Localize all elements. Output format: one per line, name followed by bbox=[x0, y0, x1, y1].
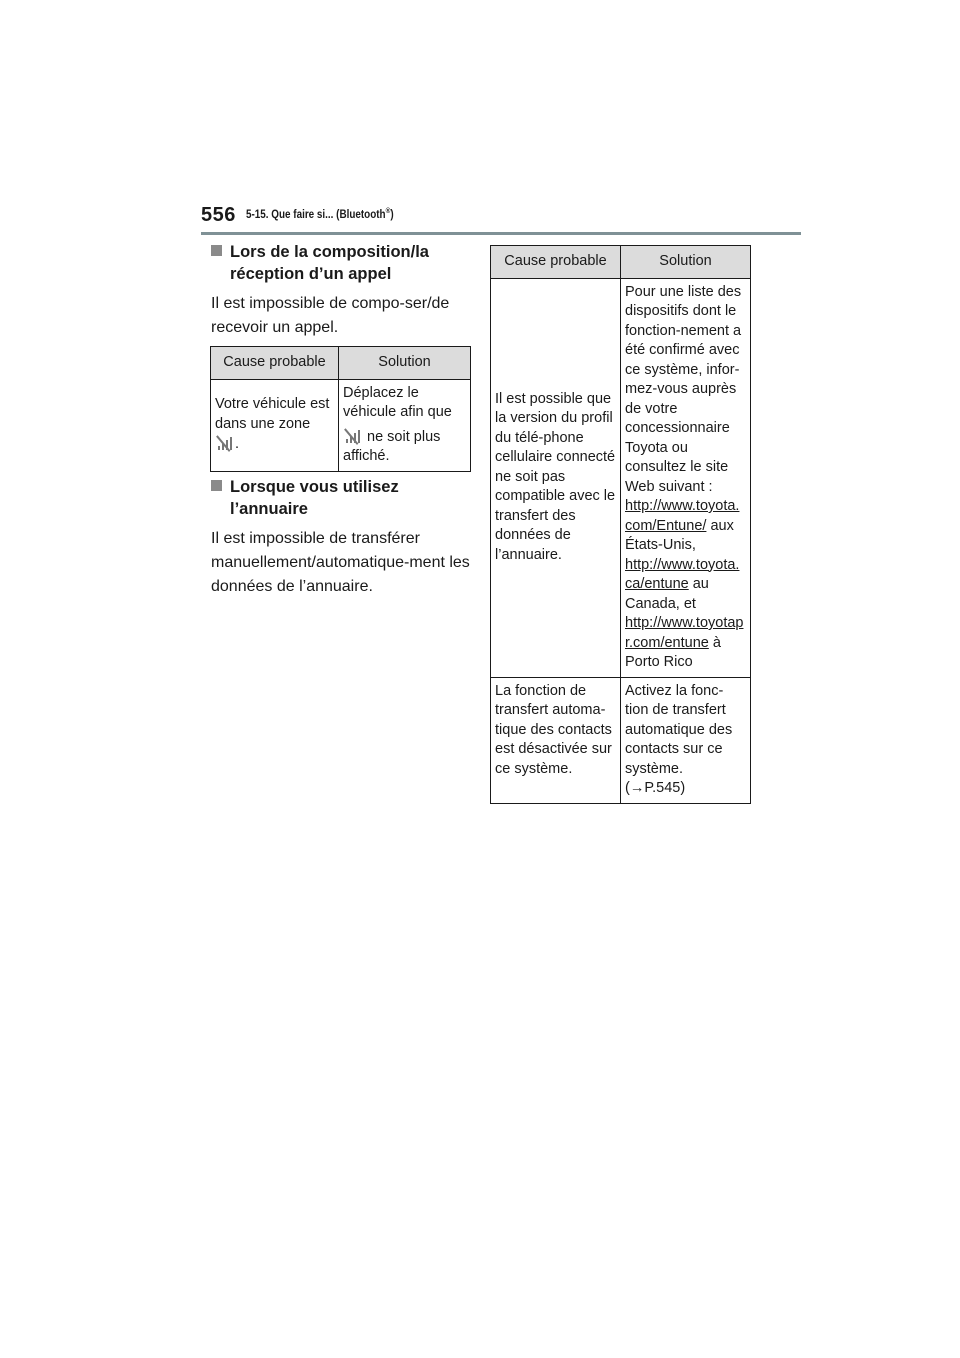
solution-cell: Activez la fonc-tion de transfert automatique des contacts sur ce système. (→P.545) bbox=[621, 677, 751, 803]
paragraph-call-issue: Il est impossible de compo-ser/de recevoir un appel. bbox=[211, 295, 450, 336]
cause-cell: La fonction de transfert automa-tique des contacts est désactivée sur ce système. bbox=[491, 677, 621, 803]
column-header-cause: Cause probable bbox=[491, 246, 621, 279]
table-row bbox=[211, 379, 471, 471]
solution-cell: Pour une liste des dispositifs dont le fonction-nement a été confirmé avec ce système, infor-mez-vous auprès de votre concessionnaire Toyota ou consultez le site Web suivant : http://www.toyota.com/Entune/ aux États-Unis, http://www.toyota.ca/entune au Canada, et http://www.toyotapr.com/entune à Porto Rico bbox=[621, 278, 751, 677]
paragraph-phonebook: Il est impossible de transférer manuellement/automatique-ment les données de l’annuaire. bbox=[211, 530, 470, 595]
page-number: 556 bbox=[201, 204, 236, 226]
section-title: 5-15. Que faire si... (Bluetooth®) bbox=[246, 206, 394, 221]
header-rule bbox=[201, 232, 801, 235]
no-signal-icon bbox=[343, 427, 363, 443]
table-row bbox=[491, 677, 751, 803]
table-header-row bbox=[491, 246, 751, 279]
no-signal-icon bbox=[215, 434, 235, 450]
link-toyota-ca[interactable]: http://www.toyota.ca/entune bbox=[625, 556, 740, 592]
column-header-solution: Solution bbox=[621, 246, 751, 279]
link-toyota-us[interactable]: http://www.toyota.com/Entune/ bbox=[625, 498, 740, 534]
link-toyota-pr[interactable]: http://www.toyotapr.com/entune bbox=[625, 615, 744, 651]
cause-cell: Il est possible que la version du profil du télé-phone cellulaire connecté ne soit pas compatible avec le transfert des données de l’annuaire. bbox=[491, 278, 621, 677]
table-header-row bbox=[211, 347, 471, 380]
solution-cell: Déplacez le véhicule afin que ne soit plus affiché. bbox=[339, 379, 471, 471]
cause-cell: Votre véhicule est dans une zone . bbox=[211, 379, 339, 471]
table-row bbox=[491, 278, 751, 677]
heading-composition: Lors de la composition/la réception d’un appel bbox=[211, 241, 471, 287]
square-bullet-icon bbox=[211, 245, 222, 256]
square-bullet-icon bbox=[211, 480, 222, 491]
page-reference: (→P.545) bbox=[625, 780, 686, 796]
table-phonebook bbox=[490, 245, 751, 804]
column-header-cause: Cause probable bbox=[211, 347, 339, 380]
heading-phonebook: Lorsque vous utilisez l’annuaire bbox=[211, 476, 471, 522]
column-header-solution: Solution bbox=[339, 347, 471, 380]
table-call-issue bbox=[210, 346, 471, 472]
